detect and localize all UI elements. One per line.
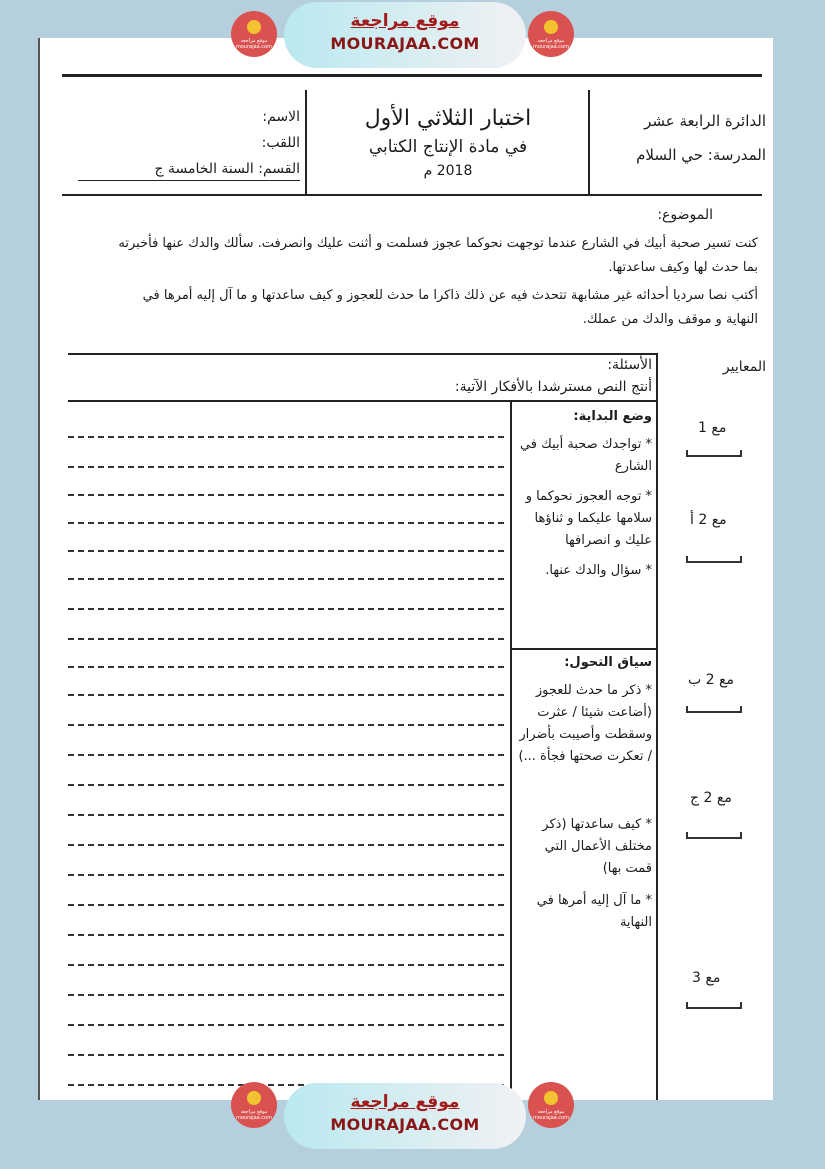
hint-line: * كيف ساعدتها (ذكر مختلف الأعمال التي قمت بها) xyxy=(542,817,652,876)
logo-icon xyxy=(544,1091,558,1105)
questions-label: الأسئلة: xyxy=(607,357,652,373)
hints-column-left-rule xyxy=(510,400,512,1100)
student-info xyxy=(78,104,300,182)
score-box[interactable] xyxy=(686,450,742,457)
header-divider-right xyxy=(588,90,590,194)
criteria-divider xyxy=(656,353,658,1100)
site-name-english: MOURAJAA.COM xyxy=(330,34,480,53)
page-edge xyxy=(38,38,40,1100)
site-name-arabic: موقع مراجعة xyxy=(350,11,460,31)
exam-title: اختبار الثلاثي الأول xyxy=(364,106,532,131)
hint-line: * تواجدك صحبة أبيك في الشارع xyxy=(519,437,652,474)
hint-line: * ذكر ما حدث للعجوز (أضاعت شيئا / عثرت وسقطت وأصيبت بأضرار / تعكرت صحتها فجأة ...) xyxy=(518,683,652,764)
logo-badge-bottom-right: موقع مراجعة mourajaa.com xyxy=(528,1082,574,1128)
district-label: الدائرة الرابعة عشر xyxy=(644,112,766,130)
hint-title-start: وضع البداية: xyxy=(573,409,652,424)
site-name-arabic: موقع مراجعة xyxy=(350,1092,460,1112)
exam-year: 2018 م xyxy=(423,163,473,179)
site-banner-bottom[interactable] xyxy=(284,1083,526,1149)
criterion-1: مع 1 xyxy=(698,420,727,436)
criterion-2c: مع 2 ج xyxy=(690,790,732,806)
criteria-header: المعايير xyxy=(722,359,766,375)
info-underline xyxy=(78,180,300,181)
questions-bottom-rule xyxy=(68,400,658,402)
score-box[interactable] xyxy=(686,706,742,713)
exam-subject: في مادة الإنتاج الكتابي xyxy=(368,137,528,157)
score-box[interactable] xyxy=(686,832,742,839)
criterion-3: مع 3 xyxy=(692,970,721,986)
surname-field-label: اللقب: xyxy=(261,135,300,151)
hint-line: * ما آل إليه أمرها في النهاية xyxy=(536,893,652,930)
hint-block-transition xyxy=(516,652,652,934)
logo-icon xyxy=(247,1091,261,1105)
header-bottom-rule xyxy=(62,194,762,196)
header-divider-left xyxy=(305,90,307,194)
logo-badge-bottom-left: موقع مراجعة mourajaa.com xyxy=(231,1082,277,1128)
criterion-2a: مع 2 أ xyxy=(690,512,727,528)
header-top-rule xyxy=(62,74,762,77)
topic-paragraph-1: كنت تسير صحبة أبيك في الشارع عندما توجهت نحوكما عجوز فسلمت و أثنت عليك وانصرفت. سألك والدك عنها فأخبرته بما حدث لها وكيف ساعدتها. xyxy=(118,236,758,275)
topic-paragraph-2: أكتب نصا سرديا أحداثه غير مشابهة تتحدث فيه عن ذلك ذاكرا ما حدث للعجوز و كيف ساعدتها و ما آل إليه أمرها في النهاية و موقف والدك من عملك. xyxy=(142,288,758,327)
name-field-label: الاسم: xyxy=(262,109,300,125)
logo-badge-top-right: موقع مراجعة mourajaa.com xyxy=(528,11,574,57)
criterion-2b: مع 2 ب xyxy=(688,672,734,688)
hint-block-start xyxy=(516,406,652,582)
class-field-label: القسم: السنة الخامسة ج xyxy=(154,161,300,177)
hint-line: * توجه العجوز نحوكما و سلامها عليكما و ثناؤها عليك و انصرافها xyxy=(525,489,652,548)
questions-instruction: أنتج النص مسترشدا بالأفكار الآتية: xyxy=(454,379,652,395)
logo-icon xyxy=(247,20,261,34)
hints-separator xyxy=(510,648,656,650)
site-name-english: MOURAJAA.COM xyxy=(330,1115,480,1134)
logo-badge-top-left: موقع مراجعة mourajaa.com xyxy=(231,11,277,57)
school-info xyxy=(596,104,766,172)
score-box[interactable] xyxy=(686,556,742,563)
site-banner-top[interactable] xyxy=(284,2,526,68)
score-box[interactable] xyxy=(686,1002,742,1009)
exam-title-block xyxy=(313,104,583,182)
logo-icon xyxy=(544,20,558,34)
school-label: المدرسة: حي السلام xyxy=(636,146,766,164)
hint-title-transition: سياق التحول: xyxy=(564,655,652,670)
topic-label: الموضوع: xyxy=(657,207,713,223)
hint-line: * سؤال والدك عنها. xyxy=(545,563,652,578)
exam-paper xyxy=(38,38,773,1100)
